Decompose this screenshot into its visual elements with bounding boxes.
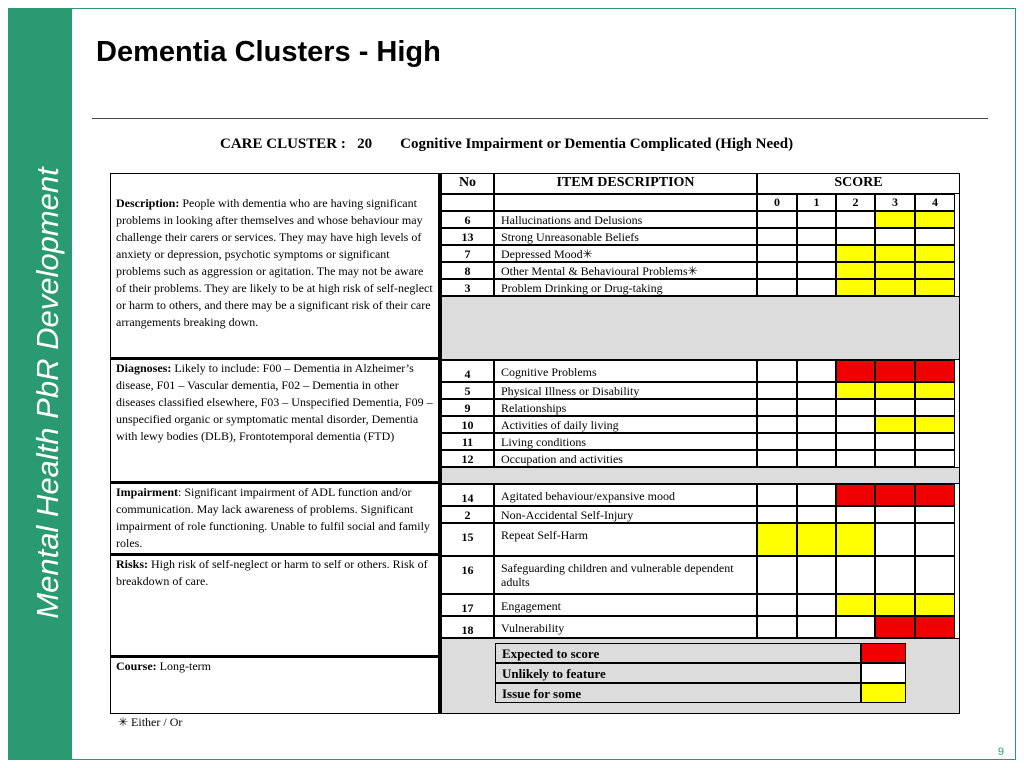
score-cell bbox=[836, 382, 875, 399]
score-cell bbox=[757, 399, 797, 416]
score-cell bbox=[836, 399, 875, 416]
score-cell bbox=[915, 279, 955, 296]
score-cell bbox=[836, 506, 875, 523]
score-cell bbox=[757, 506, 797, 523]
score-cell bbox=[757, 279, 797, 296]
item-number-3: 3 bbox=[441, 279, 494, 296]
risks-section-text: High risk of self-neglect or harm to self or others. Risk of breakdown of care. bbox=[116, 557, 428, 588]
item-number-14: 14 bbox=[441, 484, 494, 506]
item-number-18: 18 bbox=[441, 616, 494, 638]
legend-swatch-0 bbox=[861, 643, 906, 663]
description-section bbox=[110, 195, 441, 360]
score-cell bbox=[757, 360, 797, 382]
diagnoses-section bbox=[110, 360, 441, 484]
score-cell bbox=[875, 433, 915, 450]
item-number-13: 13 bbox=[441, 228, 494, 245]
score-cell bbox=[915, 433, 955, 450]
score-cell bbox=[875, 616, 915, 638]
item-number-15: 15 bbox=[441, 523, 494, 556]
score-cell bbox=[797, 360, 836, 382]
score-cell bbox=[875, 506, 915, 523]
score-cell bbox=[875, 594, 915, 616]
score-cell bbox=[836, 594, 875, 616]
score-cell bbox=[875, 484, 915, 506]
gap-row bbox=[441, 296, 960, 360]
item-number-2: 2 bbox=[441, 506, 494, 523]
score-column-4: 4 bbox=[915, 194, 955, 211]
score-cell bbox=[915, 506, 955, 523]
frame-border-right bbox=[1015, 8, 1016, 760]
score-cell bbox=[797, 382, 836, 399]
header-score: SCORE bbox=[757, 173, 960, 194]
item-number-17: 17 bbox=[441, 594, 494, 616]
item-number-5: 5 bbox=[441, 382, 494, 399]
score-cell bbox=[797, 616, 836, 638]
item-description-18: Vulnerability bbox=[494, 616, 757, 638]
score-cell bbox=[757, 262, 797, 279]
score-cell bbox=[757, 594, 797, 616]
footnote: ✳ Either / Or bbox=[118, 715, 183, 729]
diagnoses-section-text: Likely to include: F00 – Dementia in Alzheimer’s disease, F01 – Vascular dementia, F02 – Dementia in other diseases classified elsewhere, F03 – Unspecified Dementia, F09 – unspecified organic or symptomatic mental disorder, Dementia with lewy bodies (DLB), Frontotemporal dementia (FTD) bbox=[116, 361, 433, 443]
item-number-16: 16 bbox=[441, 556, 494, 594]
score-cell bbox=[797, 556, 836, 594]
page-title: Dementia Clusters - High bbox=[96, 36, 441, 68]
score-column-2: 2 bbox=[836, 194, 875, 211]
score-cell bbox=[836, 360, 875, 382]
score-cell bbox=[875, 228, 915, 245]
item-description-3: Problem Drinking or Drug-taking bbox=[494, 279, 757, 296]
item-description-7: Depressed Mood✳ bbox=[494, 245, 757, 262]
score-cell bbox=[915, 484, 955, 506]
score-cell bbox=[757, 556, 797, 594]
score-cell bbox=[915, 360, 955, 382]
score-cell bbox=[875, 416, 915, 433]
header-no: No bbox=[441, 173, 494, 194]
item-number-4: 4 bbox=[441, 360, 494, 382]
item-number-11: 11 bbox=[441, 433, 494, 450]
legend-label-0: Expected to score bbox=[495, 643, 861, 663]
score-cell bbox=[797, 245, 836, 262]
score-cell bbox=[915, 399, 955, 416]
score-cell bbox=[836, 228, 875, 245]
item-number-9: 9 bbox=[441, 399, 494, 416]
score-cell bbox=[915, 382, 955, 399]
score-cell bbox=[875, 360, 915, 382]
header-blank-item bbox=[494, 194, 757, 211]
impairment-section-text: : Significant impairment of ADL function and/or communication. May lack awareness of problems. Significant impairment of role functioning. Unable to fulfil social and family roles. bbox=[116, 485, 430, 550]
frame-border-bottom bbox=[72, 759, 1016, 760]
score-cell bbox=[875, 450, 915, 467]
score-cell bbox=[875, 523, 915, 556]
score-cell bbox=[797, 450, 836, 467]
item-number-7: 7 bbox=[441, 245, 494, 262]
score-cell bbox=[836, 211, 875, 228]
score-cell bbox=[797, 416, 836, 433]
score-cell bbox=[915, 416, 955, 433]
item-description-8: Other Mental & Behavioural Problems✳ bbox=[494, 262, 757, 279]
item-description-9: Relationships bbox=[494, 399, 757, 416]
score-cell bbox=[875, 399, 915, 416]
legend-swatch-2 bbox=[861, 683, 906, 703]
score-cell bbox=[915, 594, 955, 616]
score-cell bbox=[875, 211, 915, 228]
item-description-14: Agitated behaviour/expansive mood bbox=[494, 484, 757, 506]
score-cell bbox=[797, 262, 836, 279]
item-description-6: Hallucinations and Delusions bbox=[494, 211, 757, 228]
item-description-5: Physical Illness or Disability bbox=[494, 382, 757, 399]
score-cell bbox=[915, 616, 955, 638]
score-cell bbox=[757, 228, 797, 245]
score-cell bbox=[836, 523, 875, 556]
header-item-description: ITEM DESCRIPTION bbox=[494, 173, 757, 194]
item-description-2: Non-Accidental Self-Injury bbox=[494, 506, 757, 523]
diagnoses-section-label: Diagnoses: bbox=[116, 361, 172, 375]
sidebar-title: Mental Health PbR Development bbox=[30, 167, 65, 619]
score-cell bbox=[757, 523, 797, 556]
risks-section bbox=[110, 556, 441, 658]
score-cell bbox=[757, 616, 797, 638]
item-number-8: 8 bbox=[441, 262, 494, 279]
score-cell bbox=[875, 382, 915, 399]
score-cell bbox=[757, 245, 797, 262]
score-cell bbox=[836, 416, 875, 433]
course-section bbox=[110, 658, 441, 714]
frame-border-top bbox=[72, 8, 1016, 9]
score-column-0: 0 bbox=[757, 194, 797, 211]
care-cluster-name: Cognitive Impairment or Dementia Complicated (High Need) bbox=[400, 136, 794, 152]
score-cell bbox=[797, 433, 836, 450]
score-cell bbox=[836, 484, 875, 506]
legend-swatch-1 bbox=[861, 663, 906, 683]
score-cell bbox=[757, 211, 797, 228]
score-column-3: 3 bbox=[875, 194, 915, 211]
score-cell bbox=[915, 450, 955, 467]
score-cell bbox=[757, 433, 797, 450]
score-cell bbox=[797, 523, 836, 556]
score-cell bbox=[797, 228, 836, 245]
score-cell bbox=[915, 245, 955, 262]
page-number: 9 bbox=[997, 746, 1004, 758]
score-cell bbox=[836, 450, 875, 467]
score-cell bbox=[875, 279, 915, 296]
item-description-15: Repeat Self-Harm bbox=[494, 523, 757, 556]
impairment-section bbox=[110, 484, 441, 556]
item-description-11: Living conditions bbox=[494, 433, 757, 450]
score-cell bbox=[757, 450, 797, 467]
course-section-text: Long-term bbox=[156, 659, 211, 673]
gap-row bbox=[441, 467, 960, 484]
course-section-label: Course: bbox=[116, 659, 157, 673]
item-number-12: 12 bbox=[441, 450, 494, 467]
description-section-label: Description: bbox=[116, 196, 180, 210]
legend-label-1: Unlikely to feature bbox=[495, 663, 861, 683]
item-description-13: Strong Unreasonable Beliefs bbox=[494, 228, 757, 245]
item-description-10: Activities of daily living bbox=[494, 416, 757, 433]
score-cell bbox=[836, 433, 875, 450]
description-section-text: People with dementia who are having significant problems in looking after themselves and whose behaviour may challenge their carers or services. They may have high levels of anxiety or depression, psychotic symptoms or significant problems such as aggression or agitation. The may not be aware of their problems. They are likely to be at high risk of self-neglect or harm to others, and there may be a significant risk of their care arrangements breaking down. bbox=[116, 196, 433, 329]
item-description-16: Safeguarding children and vulnerable dependent adults bbox=[494, 556, 757, 594]
score-cell bbox=[915, 556, 955, 594]
score-cell bbox=[836, 245, 875, 262]
sidebar bbox=[8, 8, 72, 760]
score-column-1: 1 bbox=[797, 194, 836, 211]
item-description-17: Engagement bbox=[494, 594, 757, 616]
care-cluster-number: CARE CLUSTER : 20 bbox=[220, 136, 373, 152]
score-cell bbox=[915, 523, 955, 556]
score-cell bbox=[875, 556, 915, 594]
score-cell bbox=[875, 245, 915, 262]
score-cell bbox=[797, 279, 836, 296]
score-cell bbox=[875, 262, 915, 279]
score-cell bbox=[797, 594, 836, 616]
item-number-10: 10 bbox=[441, 416, 494, 433]
score-cell bbox=[836, 556, 875, 594]
care-cluster-title bbox=[220, 136, 793, 153]
score-cell bbox=[915, 262, 955, 279]
title-divider bbox=[92, 118, 988, 119]
risks-section-label: Risks: bbox=[116, 557, 149, 571]
score-cell bbox=[836, 262, 875, 279]
legend-label-2: Issue for some bbox=[495, 683, 861, 703]
score-cell bbox=[915, 228, 955, 245]
score-cell bbox=[915, 211, 955, 228]
header-blank-no bbox=[441, 194, 494, 211]
score-cell bbox=[797, 484, 836, 506]
score-cell bbox=[797, 211, 836, 228]
item-description-12: Occupation and activities bbox=[494, 450, 757, 467]
score-cell bbox=[757, 484, 797, 506]
item-description-4: Cognitive Problems bbox=[494, 360, 757, 382]
score-cell bbox=[836, 616, 875, 638]
impairment-section-label: Impairment bbox=[116, 485, 178, 499]
score-cell bbox=[757, 416, 797, 433]
score-cell bbox=[797, 506, 836, 523]
score-cell bbox=[757, 382, 797, 399]
score-cell bbox=[797, 399, 836, 416]
score-cell bbox=[836, 279, 875, 296]
item-number-6: 6 bbox=[441, 211, 494, 228]
